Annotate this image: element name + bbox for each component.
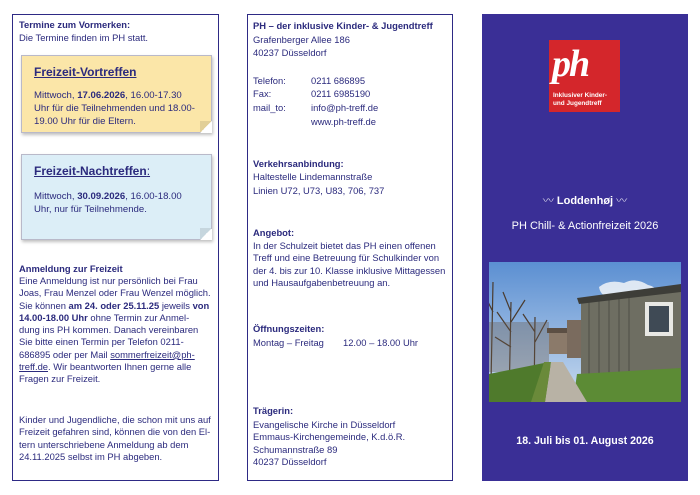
termine-heading: Termine zum Vormerken: [19,19,131,30]
anmeldung-text: Eine Anmeldung ist nur persönlich bei Frau Joas, Frau Menzel oder Frau Wenzel möglich. Sie können am 24. oder 25.11.25 jeweils von 14.00-18.00 Uhr ohne Termin zur Anmel- dung ins PH kommen. Danach vereinbaren Sie bitte einen Termin per Telefon 0211- 686895 oder per Mail sommerfreizeit@ph- treff.de. Wir beantworten Ihnen gerne alle Fragen zur Freizeit. [19,275,211,385]
trip-subtitle: PH Chill- & Actionfreizeit 2026 [511,220,659,232]
vortreffen-title: Freizeit-Vortreffen [34,65,137,79]
mail-link[interactable]: sommerfreizeit@ph- [110,348,195,360]
traeger-text: Evangelische Kirche in Düsseldorf Emmaus-Kirchengemeinde, K.d.ö.R. Schumannstraße 89 40237 Düsseldorf [253,419,406,467]
nachtreffen-title: Freizeit-Nachtreffen: [34,164,151,178]
verkehr-line2: Linien U72, U73, U83, 706, 737 [253,185,385,196]
ph-logo [549,40,620,112]
middle-panel [247,14,453,481]
mail-link-cont[interactable]: treff.de [19,361,49,373]
contact-label-mail: mail_to: [253,102,286,113]
kinder-text: Kinder und Jugendliche, die schon mit uns auf Freizeit gefahren sind, können die von den El- tern unterschriebene Anmeldung ab dem 24.11.2025 selbst im PH abgeben. [19,414,211,462]
contact-web[interactable]: www.ph-treff.de [311,116,376,127]
left-panel [12,14,219,481]
city: 40237 Düsseldorf [253,47,327,58]
verkehr-heading: Verkehrsanbindung: [253,158,344,169]
cover-panel [482,14,688,481]
wave-icon: 〰 [542,195,554,207]
traeger-heading: Trägerin: [253,405,294,416]
vortreffen-note [21,55,212,133]
house-photo-image [489,262,681,402]
contact-phone: 0211 686895 [311,75,366,86]
street: Grafenberger Allee 186 [253,34,350,45]
vortreffen-body: Mittwoch, 17.06.2026, 16.00-17.30 Uhr für die Teilnehmenden und 18.00- 19.00 Uhr für die Eltern. [34,90,195,127]
oeffnung-time: 12.00 – 18.00 Uhr [343,337,419,348]
anmeldung-heading: Anmeldung zur Freizeit [19,263,123,274]
termine-text: Die Termine finden im PH statt. [19,32,149,43]
angebot-heading: Angebot: [253,227,295,238]
nachtreffen-body: Mittwoch, 30.09.2026, 16.00-18.00 Uhr, nur für Teilnehmende. [34,191,182,215]
page-fold [200,228,212,240]
wave-icon: 〰 [616,195,628,207]
contact-label-phone: Telefon: [253,75,286,86]
oeffnung-heading: Öffnungszeiten: [253,323,325,334]
contact-label-fax: Fax: [253,88,272,99]
nachtreffen-note [21,154,212,240]
logo-subtitle: Inklusiver Kinder- und Jugendtreff [553,92,607,107]
trip-title: 〰 Loddenhøj 〰 [542,195,628,207]
oeffnung-day: Montag – Freitag [253,337,324,348]
verkehr-line1: Haltestelle Lindemannstraße [253,171,373,182]
org-title: PH – der inklusive Kinder- & Jugendtreff [253,20,433,31]
house-photo [489,262,681,402]
contact-fax: 0211 6985190 [311,88,371,99]
page-fold [200,121,212,133]
logo-wordmark: ph [552,43,589,85]
trip-dates: 18. Juli bis 01. August 2026 [516,435,654,447]
angebot-text: In der Schulzeit bietet das PH einen offenen Treff und eine Betreuung für Schulkinder von der 4. bis zur 10. Klasse inklusive Mittagessen und Hausaufgabenbetreuung an. [253,240,446,288]
contact-mail[interactable]: info@ph-treff.de [311,102,379,113]
